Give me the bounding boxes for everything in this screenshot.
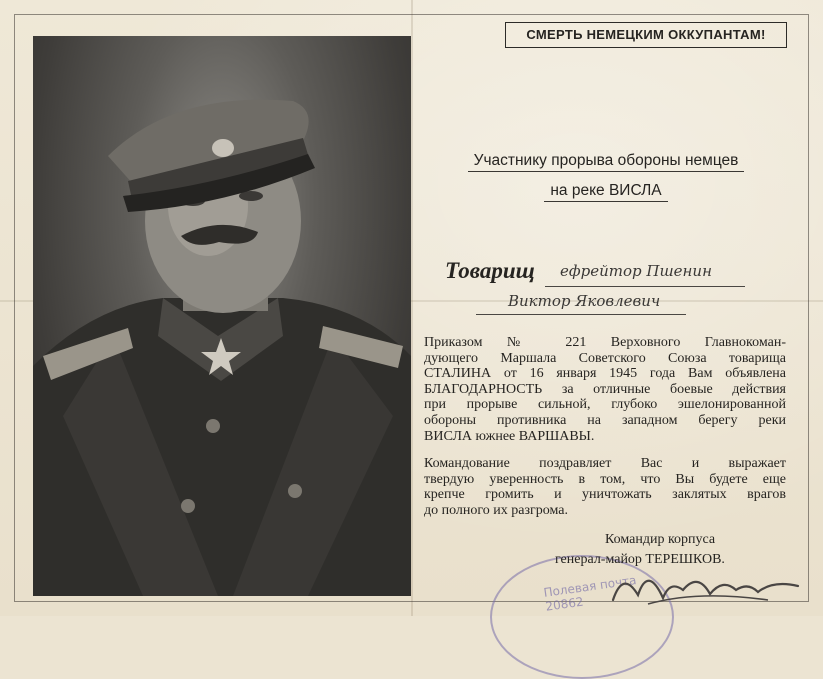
recipient-line-2 [436,182,776,200]
signature-title: Командир корпуса [605,532,716,547]
salutation-word: Товарищ [445,258,535,283]
command-paragraph [424,456,786,518]
signature-name: генерал-майор ТЕРЕШКОВ. [555,552,725,567]
command-line: до полного их разгрома. [424,502,568,518]
recipient-line-1 [436,152,776,170]
recipient-line-1-text: Участнику прорыва обороны немцев [468,152,745,172]
handwritten-rank-name: ефрейтор Пшенин [560,262,712,280]
order-line: при прорыве сильной, глубоко эшелонированной [424,397,786,413]
order-line: обороны противника на западном берегу реки [424,412,786,428]
command-line: Командование поздравляет Вас и выражает [424,456,786,471]
order-line: БЛАГОДАРНОСТЬ за отличные боевые действия [424,381,786,397]
portrait-illustration [33,36,411,596]
command-line: твердую уверенность в том, что Вы будете еще [424,471,786,487]
command-line: крепче громить и уничтожать заклятых врагов [424,487,786,503]
order-paragraph [424,335,786,444]
portrait-photo [33,36,411,596]
order-line: дующего Маршала Советского Союза товарища [424,350,786,366]
salutation-underline [545,286,745,287]
order-line: Приказом № 221 Верховного Главнокоман- [424,335,786,350]
order-line: СТАЛИНА от 16 января 1945 года Вам объявлена [424,366,786,382]
order-line: ВИСЛА южнее ВАРШАВЫ. [424,428,595,444]
recipient-line-2-text: на реке ВИСЛА [544,182,667,202]
handwritten-patronymic: Виктор Яковлевич [508,292,661,310]
stamp-text: Полевая почта 20862 [542,573,638,614]
handwritten-signature [608,560,808,610]
patronymic-underline [476,314,686,315]
banner-slogan: СМЕРТЬ НЕМЕЦКИМ ОККУПАНТАМ! [505,22,787,48]
